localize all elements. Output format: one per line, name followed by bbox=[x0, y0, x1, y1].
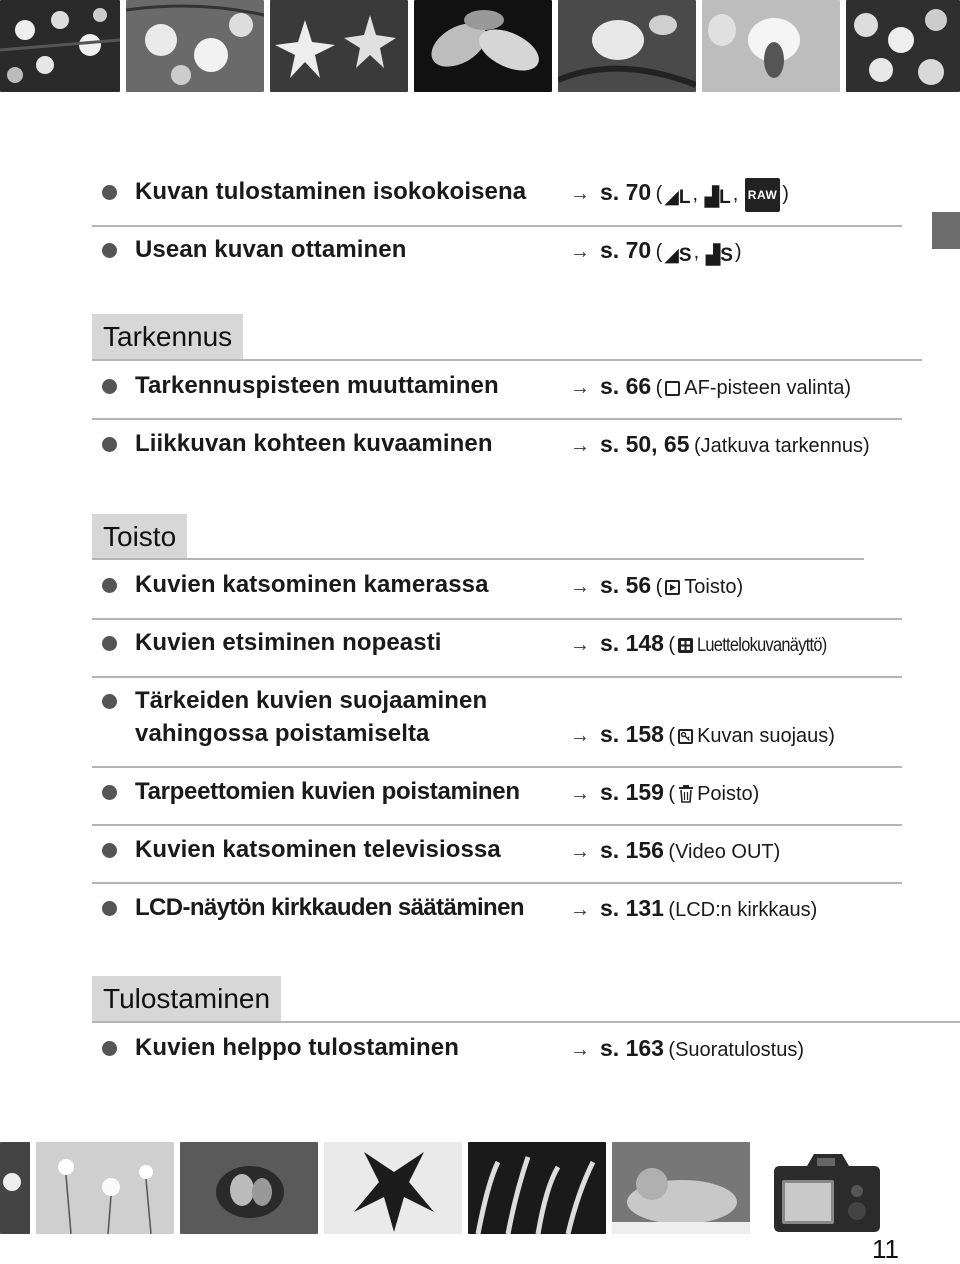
list-item bbox=[92, 370, 902, 402]
bullet-icon bbox=[102, 843, 117, 858]
section-rule bbox=[92, 558, 864, 560]
arrow-right-icon: → bbox=[570, 631, 590, 656]
item-label: Liikkuvan kohteen kuvaaminen bbox=[135, 430, 493, 457]
item-label-line-1: Tärkeiden kuvien suojaaminen bbox=[135, 687, 488, 714]
fine-quality-icon: ◢L bbox=[664, 187, 691, 208]
bullet-icon bbox=[102, 1041, 117, 1056]
divider bbox=[92, 618, 902, 620]
page-reference: → s. 131 (LCD:n kirkkaus) bbox=[569, 892, 817, 928]
bullet-icon bbox=[102, 185, 117, 200]
list-item bbox=[92, 428, 902, 460]
bullet-icon bbox=[102, 578, 117, 593]
section-heading-playback: Toisto bbox=[92, 514, 187, 560]
bullet-icon bbox=[102, 379, 117, 394]
playback-icon bbox=[665, 580, 680, 595]
item-label: Usean kuvan ottaminen bbox=[135, 236, 407, 263]
list-item bbox=[92, 685, 902, 751]
top-photo-2 bbox=[126, 0, 264, 92]
arrow-right-icon: → bbox=[570, 180, 590, 205]
page-reference: → s. 148 ( Luettelokuvanäyttö) bbox=[569, 627, 848, 663]
list-item bbox=[92, 176, 902, 208]
bullet-icon bbox=[102, 901, 117, 916]
page-reference: → s. 50, 65 (Jatkuva tarkennus) bbox=[569, 428, 870, 464]
arrow-right-icon: → bbox=[570, 573, 590, 598]
divider bbox=[92, 882, 902, 884]
bullet-icon bbox=[102, 243, 117, 258]
raw-icon: RAW bbox=[745, 178, 781, 212]
chapter-tab-marker bbox=[932, 212, 960, 249]
page-reference: → s. 158 ( Kuvan suojaus) bbox=[569, 718, 835, 754]
arrow-right-icon: → bbox=[570, 838, 590, 863]
divider bbox=[92, 418, 902, 420]
list-item bbox=[92, 234, 902, 266]
list-item bbox=[92, 834, 902, 866]
bottom-photo-2 bbox=[36, 1142, 174, 1234]
bottom-photo-5 bbox=[468, 1142, 606, 1234]
af-point-selection-icon bbox=[665, 381, 680, 396]
top-photo-7 bbox=[846, 0, 960, 92]
list-item bbox=[92, 627, 902, 659]
arrow-right-icon: → bbox=[570, 238, 590, 263]
page-reference: → s. 56 ( Toisto) bbox=[569, 569, 743, 605]
item-label: Kuvan tulostaminen isokokoisena bbox=[135, 178, 527, 205]
trash-icon bbox=[679, 783, 693, 815]
arrow-right-icon: → bbox=[570, 896, 590, 921]
top-photo-5 bbox=[558, 0, 696, 92]
item-label: Kuvien etsiminen nopeasti bbox=[135, 629, 442, 656]
camera-image bbox=[772, 1146, 882, 1234]
normal-quality-icon: ▟S bbox=[705, 245, 733, 266]
page-reference: → s. 70 ( ◢S , ▟S ) bbox=[569, 234, 742, 272]
top-photo-4 bbox=[414, 0, 552, 92]
item-label: Tarkennuspisteen muuttaminen bbox=[135, 372, 499, 399]
item-label: Kuvien katsominen televisiossa bbox=[135, 836, 501, 863]
arrow-right-icon: → bbox=[570, 432, 590, 457]
section-heading-focus: Tarkennus bbox=[92, 314, 243, 360]
item-label: Kuvien katsominen kamerassa bbox=[135, 571, 489, 598]
section-rule bbox=[92, 1021, 960, 1023]
bottom-photo-3 bbox=[180, 1142, 318, 1234]
index-display-icon bbox=[678, 638, 693, 653]
section-heading-printing: Tulostaminen bbox=[92, 976, 281, 1022]
bullet-icon bbox=[102, 785, 117, 800]
bullet-icon bbox=[102, 636, 117, 651]
list-item bbox=[92, 776, 902, 808]
top-photo-1 bbox=[0, 0, 120, 92]
bullet-icon bbox=[102, 437, 117, 452]
arrow-right-icon: → bbox=[570, 1036, 590, 1061]
page-number: 11 bbox=[872, 1234, 899, 1264]
fine-quality-icon: ◢S bbox=[664, 245, 692, 266]
normal-quality-icon: ▟L bbox=[704, 187, 731, 208]
divider bbox=[92, 676, 902, 678]
arrow-right-icon: → bbox=[570, 780, 590, 805]
page-reference: → s. 156 (Video OUT) bbox=[569, 834, 780, 870]
item-label: Kuvien helppo tulostaminen bbox=[135, 1034, 459, 1061]
top-photo-6 bbox=[702, 0, 840, 92]
arrow-right-icon: → bbox=[570, 374, 590, 399]
page-reference: → s. 70 ( ◢L , ▟L , RAW ) bbox=[569, 176, 789, 214]
divider bbox=[92, 225, 902, 227]
protect-key-icon bbox=[678, 729, 693, 744]
divider bbox=[92, 766, 902, 768]
page-reference: → s. 159 ( Poisto) bbox=[569, 776, 759, 815]
item-label: LCD-näytön kirkkauden säätäminen bbox=[135, 894, 524, 921]
bullet-icon bbox=[102, 694, 117, 709]
item-label-line-2: vahingossa poistamiselta bbox=[135, 720, 430, 747]
list-item bbox=[92, 1032, 902, 1064]
item-label: Tarpeettomien kuvien poistaminen bbox=[135, 778, 520, 805]
list-item bbox=[92, 892, 902, 924]
page-reference: → s. 163 (Suoratulostus) bbox=[569, 1032, 804, 1068]
page-reference: → s. 66 ( AF-pisteen valinta) bbox=[569, 370, 851, 406]
arrow-right-icon: → bbox=[570, 722, 590, 747]
bottom-photo-1 bbox=[0, 1142, 30, 1234]
list-item bbox=[92, 569, 902, 601]
top-photo-3 bbox=[270, 0, 408, 92]
section-rule bbox=[92, 359, 922, 361]
bottom-photo-4 bbox=[324, 1142, 462, 1234]
bottom-photo-6 bbox=[612, 1142, 750, 1234]
divider bbox=[92, 824, 902, 826]
